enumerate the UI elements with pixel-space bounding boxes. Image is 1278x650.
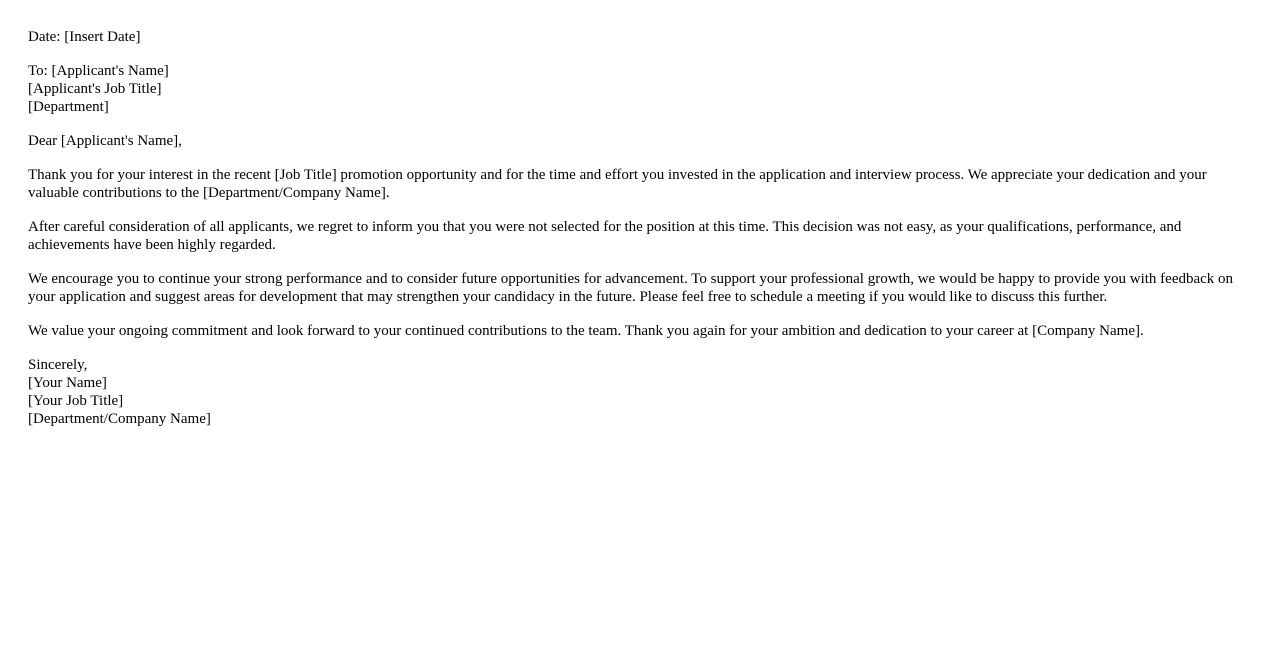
sender-job-title: [Your Job Title] (28, 393, 124, 409)
date-block (28, 28, 1240, 46)
salutation-block (28, 132, 1240, 150)
body-paragraph-1: Thank you for your interest in the recent [Job Title] promotion opportunity and for the time and effort you invested in the application and interview process. We appreciate your dedication and your valuable contributions to the [Department/Company Name]. (28, 167, 1207, 201)
recipient-block (28, 62, 1240, 116)
recipient-name: To: [Applicant's Name] (28, 63, 169, 79)
salutation: Dear [Applicant's Name], (28, 133, 182, 149)
recipient-department: [Department] (28, 99, 109, 115)
closing-block (28, 356, 1240, 428)
date-line: Date: [Insert Date] (28, 29, 141, 45)
letter-document (28, 28, 1240, 444)
body-paragraph-3: We encourage you to continue your strong performance and to consider future opportunities for advancement. To support your professional growth, we would be happy to provide you with feedback on your application and suggest areas for development that may strengthen your candidacy in the future. Please feel free to schedule a meeting if you would like to discuss this further. (28, 271, 1234, 305)
sign-off: Sincerely, (28, 357, 88, 373)
sender-department: [Department/Company Name] (28, 411, 211, 427)
recipient-job-title: [Applicant's Job Title] (28, 81, 162, 97)
body-paragraph-2: After careful consideration of all applicants, we regret to inform you that you were not selected for the position at this time. This decision was not easy, as your qualifications, performance, and achievements have been highly regarded. (28, 219, 1182, 253)
body-paragraph-4: We value your ongoing commitment and look forward to your continued contributions to the team. Thank you again for your ambition and dedication to your career at [Company Name]. (28, 323, 1144, 339)
sender-name: [Your Name] (28, 375, 107, 391)
